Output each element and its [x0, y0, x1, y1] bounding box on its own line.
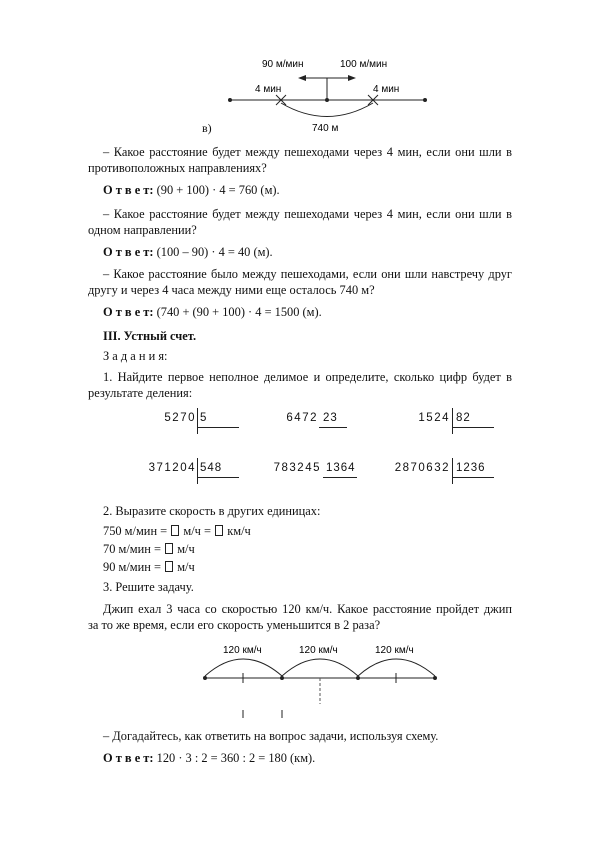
division-1-hline	[197, 427, 239, 428]
pedestrians-diagram	[200, 50, 440, 140]
arc-3-label: 120 км/ч	[375, 645, 414, 656]
division-4: 371204	[148, 462, 196, 474]
answer-1-label: О т в е т:	[103, 183, 154, 197]
answer-1-value: (90 + 100) · 4 = 760 (м).	[156, 183, 280, 197]
division-4-vline	[197, 458, 198, 484]
answer-2-label: О т в е т:	[103, 245, 154, 259]
answer-3	[103, 305, 512, 320]
diagram-letter: в)	[202, 121, 212, 135]
speed-left-label: 90 м/мин	[262, 59, 304, 70]
distance-label: 740 м	[312, 123, 339, 134]
division-1-divisor: 5	[200, 412, 207, 424]
question-1-line-2: противоположных направлениях?	[88, 161, 267, 175]
conversion-1-middle: м/ч =	[183, 524, 211, 538]
task-1-line-2: результате деления:	[88, 386, 193, 400]
division-4-hline	[197, 477, 239, 478]
conversion-1-left: 750 м/мин =	[103, 524, 168, 538]
division-3: 1524	[418, 412, 450, 424]
answer-3-label: О т в е т:	[103, 305, 154, 319]
arc-1-label: 120 км/ч	[223, 645, 262, 656]
conversion-2	[103, 542, 512, 557]
task-2: 2. Выразите скорость в других единицах:	[103, 504, 321, 518]
question-2-line-1: – Какое расстояние будет между пешеходами через 4 мин, если они шли в	[103, 207, 512, 221]
conversion-3-left: 90 м/мин =	[103, 560, 161, 574]
division-6-divisor: 1236	[456, 462, 486, 474]
conversion-2-right: м/ч	[177, 542, 195, 556]
problem-line-1: Джип ехал 3 часа со скоростью 120 км/ч. Какое расстояние пройдет джип	[103, 602, 512, 616]
conversion-1	[103, 524, 512, 539]
division-2: 6472	[286, 412, 318, 424]
division-5: 783245	[273, 462, 321, 474]
conversion-3-right: м/ч	[177, 560, 195, 574]
division-5-hline	[323, 477, 357, 478]
problem-line-2: за то же время, если его скорость уменьшится в 2 раза?	[88, 618, 381, 632]
division-3-divisor: 82	[456, 412, 471, 424]
question-3-line-2: другу и через 4 часа между ними еще осталось 740 м?	[88, 283, 375, 297]
division-2-hline	[319, 427, 347, 428]
time-right-label: 4 мин	[373, 84, 400, 95]
division-2-divisor: 23	[323, 412, 338, 424]
blank-box[interactable]	[171, 525, 179, 536]
question-2-line-2: одном направлении?	[88, 223, 197, 237]
division-3-hline	[452, 427, 494, 428]
division-6-hline	[452, 477, 494, 478]
question-3-line-1: – Какое расстояние было между пешеходами, если они шли навстречу друг	[103, 267, 512, 281]
speed-right-label: 100 м/мин	[340, 59, 388, 70]
final-answer	[103, 751, 512, 766]
final-answer-value: 120 · 3 : 2 = 360 : 2 = 180 (км).	[156, 751, 316, 765]
hint: – Догадайтесь, как ответить на вопрос задачи, используя схему.	[103, 729, 439, 743]
division-4-divisor: 548	[200, 462, 223, 474]
section-title: III. Устный счет.	[103, 329, 197, 343]
division-6: 2870632	[394, 462, 450, 474]
arc-2-label: 120 км/ч	[299, 645, 338, 656]
answer-2	[103, 245, 512, 260]
final-answer-label: О т в е т:	[103, 751, 154, 765]
task-3: 3. Решите задачу.	[103, 580, 194, 594]
conversion-3	[103, 560, 512, 575]
answer-2-value: (100 – 90) · 4 = 40 (м).	[156, 245, 273, 259]
tasks-label: З а д а н и я:	[103, 349, 168, 363]
conversion-2-left: 70 м/мин =	[103, 542, 161, 556]
blank-box[interactable]	[165, 561, 173, 572]
division-5-divisor: 1364	[326, 462, 356, 474]
question-1-line-1: – Какое расстояние будет между пешеходами через 4 мин, если они шли в	[103, 145, 512, 159]
conversion-1-right: км/ч	[227, 524, 251, 538]
task-1-line-1: 1. Найдите первое неполное делимое и определите, сколько цифр будет в	[103, 370, 512, 384]
jeep-diagram	[195, 638, 445, 723]
blank-box[interactable]	[165, 543, 173, 554]
time-left-label: 4 мин	[255, 84, 282, 95]
division-3-vline	[452, 408, 453, 434]
division-1: 5270	[164, 412, 196, 424]
division-1-vline	[197, 408, 198, 434]
division-6-vline	[452, 458, 453, 484]
blank-box[interactable]	[215, 525, 223, 536]
answer-1	[103, 183, 512, 198]
answer-3-value: (740 + (90 + 100) · 4 = 1500 (м).	[156, 305, 322, 319]
